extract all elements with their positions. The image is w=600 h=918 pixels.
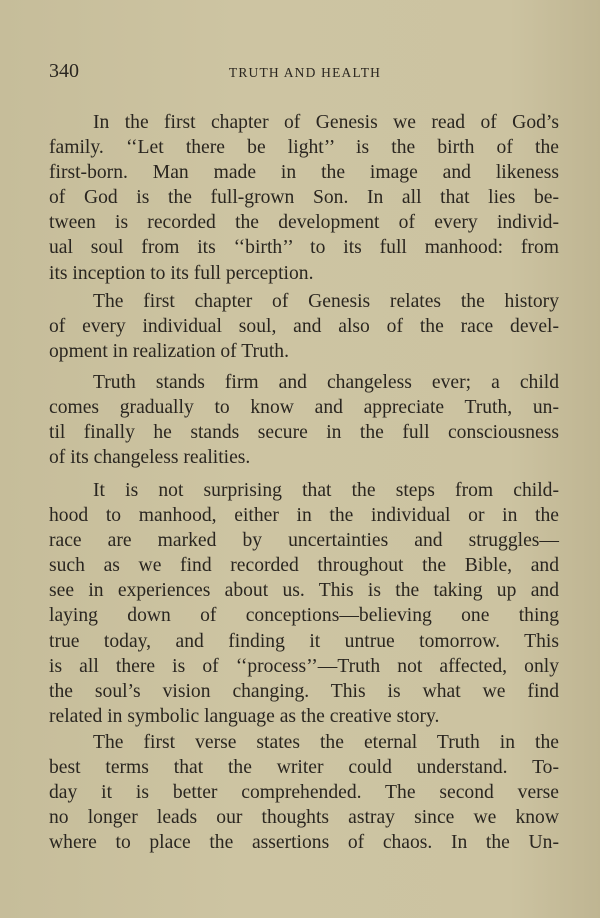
text-line: see in experiences about us. This is the taking up and xyxy=(49,580,559,602)
paragraph xyxy=(49,370,559,470)
text-line: related in symbolic language as the creative story. xyxy=(49,705,440,727)
text-line: Truth stands firm and changeless ever; a child xyxy=(93,372,559,393)
text-line: best terms that the writer could understand. To- xyxy=(49,757,559,779)
text-line: opment in realization of Truth. xyxy=(49,341,289,363)
paragraph xyxy=(49,289,559,364)
text-line: tween is recorded the development of every individ- xyxy=(49,212,559,234)
text-line: race are marked by uncertainties and struggles— xyxy=(49,530,559,552)
text-line: true today, and finding it untrue tomorrow. This xyxy=(49,630,559,652)
text-line: of its changeless realities. xyxy=(49,447,251,469)
text-line: first-born. Man made in the image and likeness xyxy=(49,162,559,184)
text-line: of God is the full-grown Son. In all that lies be- xyxy=(49,187,559,209)
text-line: no longer leads our thoughts astray since we know xyxy=(49,807,559,829)
text-line: the soul’s vision changing. This is what we find xyxy=(49,680,559,702)
running-title: TRUTH AND HEALTH xyxy=(228,65,382,80)
text-line: its inception to its full perception. xyxy=(49,262,314,284)
text-line: family. ‘‘Let there be light’’ is the birth of the xyxy=(49,137,559,159)
paragraph xyxy=(49,730,559,855)
text-line: It is not surprising that the steps from child- xyxy=(93,480,559,501)
text-line: such as we find recorded throughout the Bible, and xyxy=(49,555,559,577)
text-line: The first chapter of Genesis relates the history xyxy=(93,291,559,312)
text-line: The first verse states the eternal Truth in the xyxy=(93,732,559,753)
text-line: ual soul from its ‘‘birth’’ to its full manhood: from xyxy=(49,237,559,259)
text-line: In the first chapter of Genesis we read of God’s xyxy=(93,112,559,133)
paragraph xyxy=(49,478,559,729)
page-number: 340 xyxy=(49,60,79,82)
text-line: comes gradually to know and appreciate Truth, un- xyxy=(49,397,559,419)
text-line: hood to manhood, either in the individual or in the xyxy=(49,505,559,527)
text-line: of every individual soul, and also of the race devel- xyxy=(49,316,559,338)
text-line: where to place the assertions of chaos. In the Un- xyxy=(49,832,559,854)
paragraph xyxy=(49,110,559,286)
text-line: day it is better comprehended. The second verse xyxy=(49,782,559,804)
text-line: laying down of conceptions—believing one thing xyxy=(49,605,559,627)
text-line: til finally he stands secure in the full consciousness xyxy=(49,422,559,444)
text-line: is all there is of ‘‘process’’—Truth not affected, only xyxy=(49,655,559,677)
